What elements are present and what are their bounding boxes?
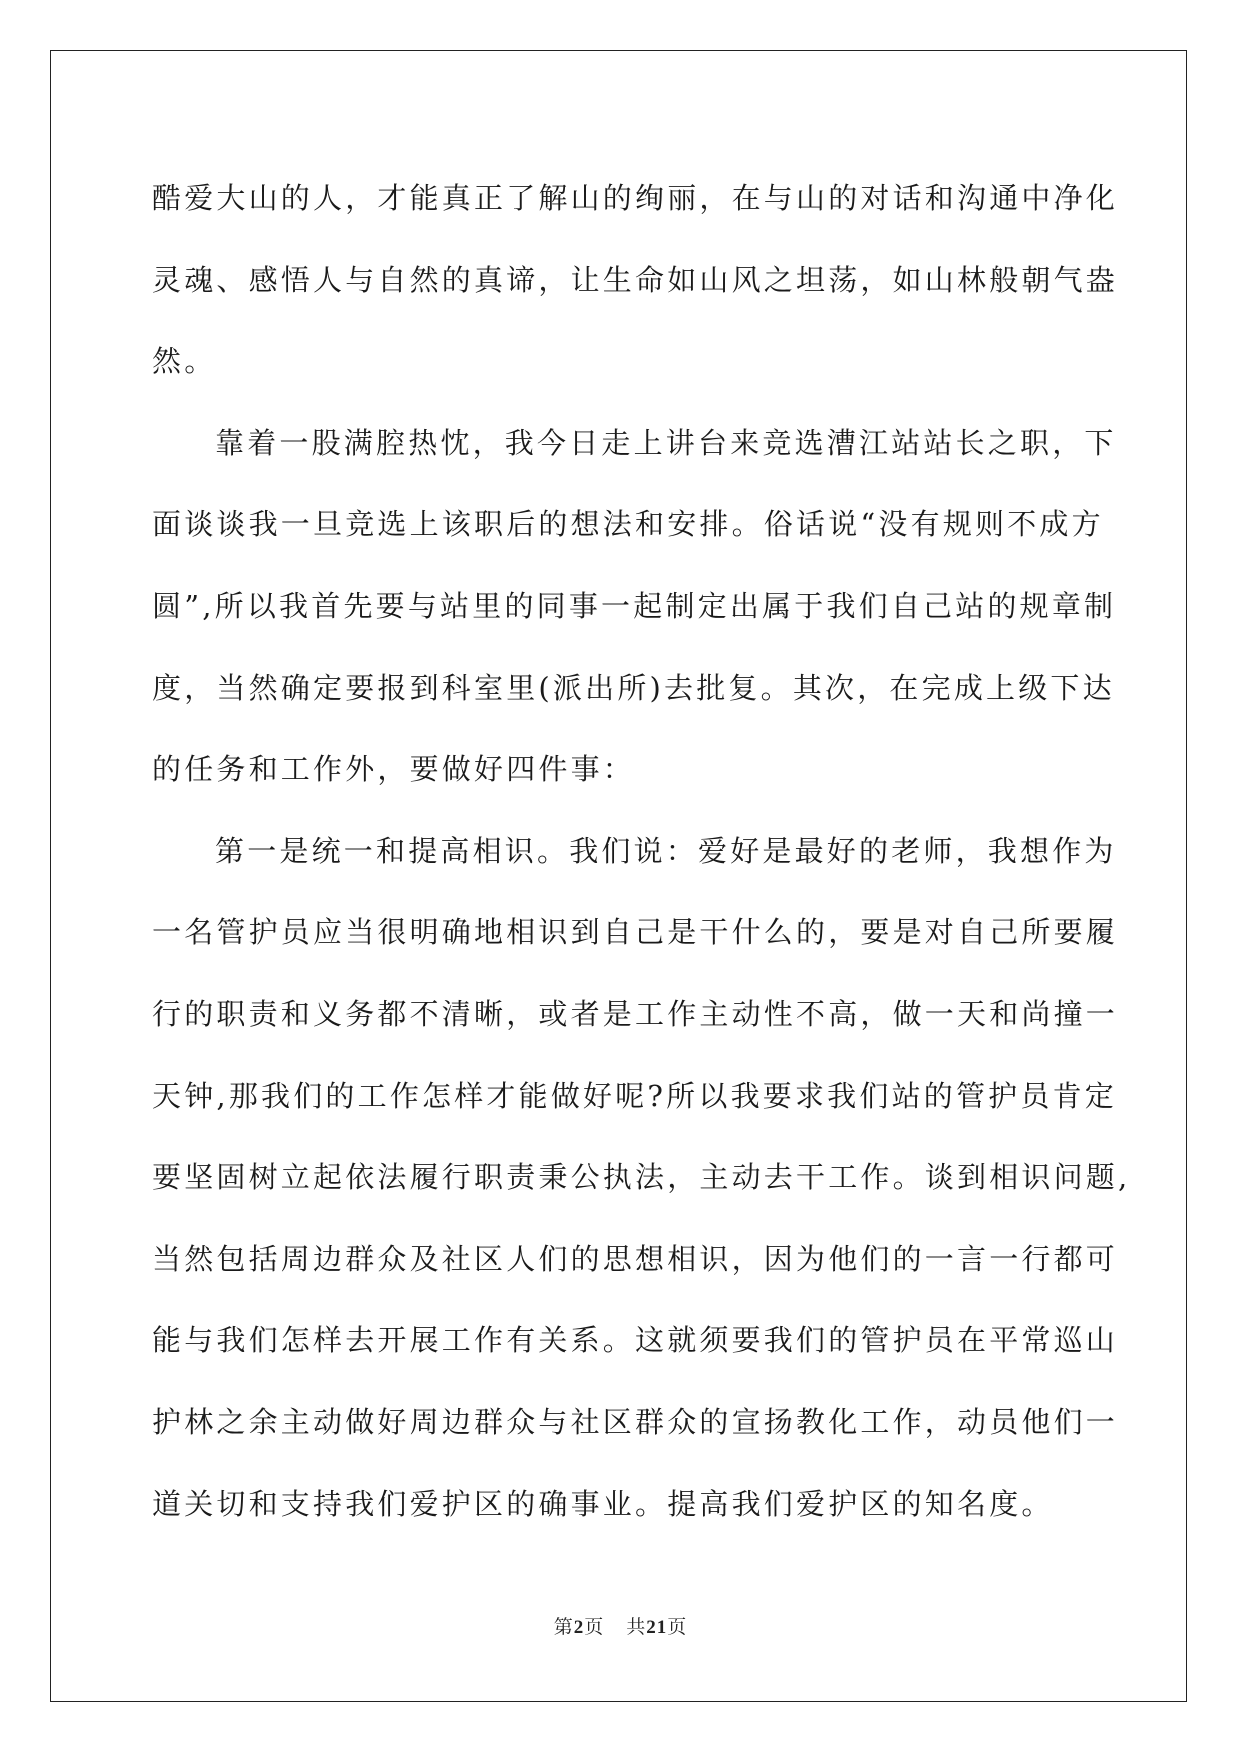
paragraph-2 (152, 403, 1117, 811)
text-line: 的任务和工作外，要做好四件事： (152, 752, 636, 787)
text-line: 圆”,所以我首先要与站里的同事一起制定出属于我们自己站的规章制 (152, 588, 1117, 623)
text-line: 度，当然确定要报到科室里(派出所)去批复。其次，在完成上级下达 (152, 670, 1115, 705)
text-line: 面谈谈我一旦竞选上该职后的想法和安排。俗话说“没有规则不成方 (152, 507, 1104, 542)
text-line: 能与我们怎样去开展工作有关系。这就须要我们的管护员在平常巡山 (152, 1323, 1119, 1358)
page-label-prefix: 第 (553, 1616, 574, 1638)
text-line: 天钟,那我们的工作怎样才能做好呢?所以我要求我们站的管护员肯定 (152, 1078, 1117, 1113)
total-label-suffix: 页 (667, 1616, 688, 1638)
paragraph-3 (152, 811, 1131, 1545)
text-line: 然。 (152, 344, 217, 379)
page-label-suffix: 页 (584, 1616, 605, 1638)
paragraph-1 (152, 158, 1119, 403)
total-pages: 21 (646, 1617, 668, 1638)
text-line: 护林之余主动做好周边群众与社区群众的宣扬教化工作，动员他们一 (152, 1404, 1119, 1439)
text-line: 灵魂、感悟人与自然的真谛，让生命如山风之坦荡，如山林般朝气盎 (152, 262, 1119, 297)
text-line: 靠着一股满腔热忱，我今日走上讲台来竞选漕江站站长之职，下 (215, 425, 1117, 460)
total-label-prefix: 共 (626, 1616, 647, 1638)
page-number: 2 (573, 1617, 585, 1638)
text-line: 行的职责和义务都不清晰，或者是工作主动性不高，做一天和尚撞一 (152, 996, 1119, 1031)
text-line: 一名管护员应当很明确地相识到自己是干什么的，要是对自己所要履 (152, 915, 1119, 950)
text-line: 当然包括周边群众及社区人们的思想相识，因为他们的一言一行都可 (152, 1241, 1119, 1276)
text-line: 道关切和支持我们爱护区的确事业。提高我们爱护区的知名度。 (152, 1486, 1054, 1521)
page-footer (0, 1612, 1241, 1639)
text-line: 第一是统一和提高相识。我们说：爱好是最好的老师，我想作为 (215, 833, 1117, 868)
text-line: 要坚固树立起依法履行职责秉公执法，主动去干工作。谈到相识问题, (152, 1160, 1131, 1195)
document-body (152, 158, 1131, 1545)
text-line: 酷爱大山的人，才能真正了解山的绚丽，在与山的对话和沟通中净化 (152, 181, 1119, 215)
